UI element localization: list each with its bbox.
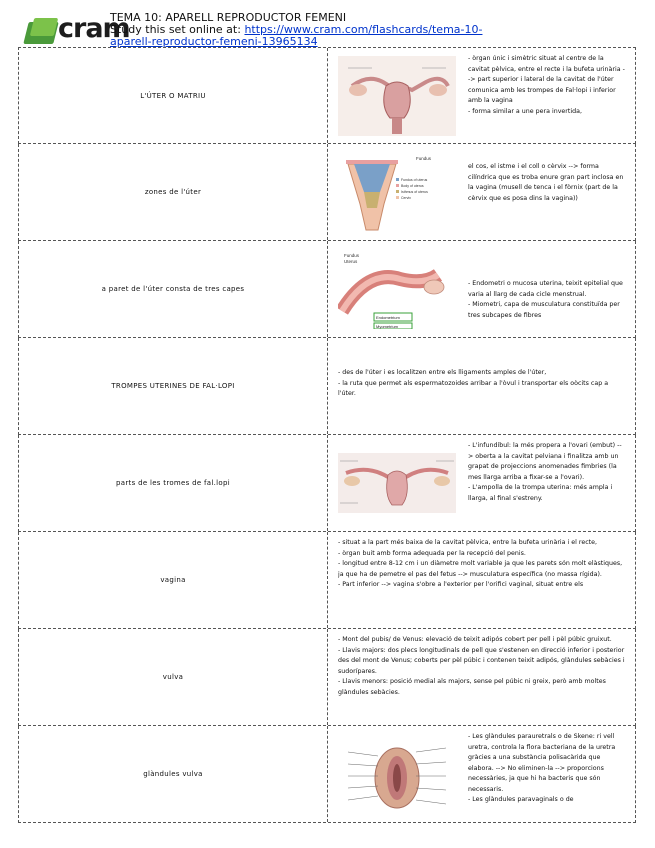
flashcard: [18, 47, 636, 144]
figure-label: Uterus: [344, 259, 358, 264]
flashcard: [18, 726, 636, 823]
card-definition: [328, 48, 635, 143]
flashcard: [18, 144, 636, 241]
card-term: vagina: [160, 576, 186, 584]
flashcard: [18, 435, 636, 532]
figure-label: Fundus: [416, 156, 432, 161]
card-term: vulva: [162, 673, 184, 681]
fallopian-tube-illustration: [338, 443, 456, 523]
study-prefix: Study this set online at:: [110, 23, 245, 36]
card-term: L'ÚTER O MATRIU: [140, 91, 206, 100]
card-definition: [328, 629, 635, 725]
figure-label: Body of uterus: [401, 184, 424, 188]
card-term: parts de les tromes de fal.lopi: [116, 479, 230, 487]
card-definition: [328, 532, 635, 628]
uterus-zones-illustration: [338, 152, 456, 232]
flashcard-list: [18, 47, 636, 823]
set-title: TEMA 10: APARELL REPRODUCTOR FEMENI: [110, 11, 347, 24]
card-definition: [328, 435, 635, 531]
flashcard: [18, 532, 636, 629]
figure-label: Fundus: [344, 253, 360, 258]
set-url-link[interactable]: https://www.cram.com/flashcards/tema-10-aparell-reproductor-femeni-13965134: [110, 23, 483, 48]
card-term: zones de l'úter: [144, 188, 202, 196]
figure-label: Myometrium: [376, 324, 399, 329]
card-definition: [328, 338, 635, 434]
figure-label: Fundus of uterus: [401, 178, 428, 182]
card-definition: [328, 241, 635, 337]
figure-label: Endometrium: [376, 315, 400, 320]
definition-text: - situat a la part més baixa de la cavitat pèlvica, entre la bufeta urinària i el recte, - òrgan buit amb forma adequada per la recepció del penis. - longitud entre 8-12 cm i un diàmetre molt variable ja que les parets són molt elàstiques, ja que ha de pemetre el pas del fetus --> musculatura específica (no massa rígida). - Part inferior --> vagina s'obre a l'exterior per l'orifici vaginal, situat entre els: [338, 539, 623, 588]
flashcard: [18, 338, 636, 435]
definition-text: - òrgan únic i simètric situat al centre de la cavitat pèlvica, entre el recte i la bufeta urinària --> part superior i lateral de la cavitat de l'úter comunica amb les trompes de Fal·lopi i inferior amb la vagina - forma similar a une pera invertida,: [468, 55, 625, 115]
card-term: glàndules vulva: [143, 770, 203, 778]
vulva-glands-illustration: [338, 734, 456, 814]
logo-mark-front: [30, 18, 58, 36]
card-definition: [328, 144, 635, 240]
flashcard: [18, 629, 636, 726]
card-term: TROMPES UTERINES DE FAL·LOPI: [111, 382, 235, 390]
logo-text: cram: [58, 13, 130, 44]
card-definition: [328, 726, 635, 822]
definition-text: - Mont del pubis/ de Venus: elevació de teixit adipós cobert per pell i pèl púbic gruixut. - Llavis majors: dos plecs longitudinals de pell que s'estenen en direcció inferior i posterior des del mont de Venus; coberts per pèl púbic i contenen teixit adipós, glàndules sebàcies i sudorípares. - Llavis menors: posició medial als majors, sense pel púbic ni greix, però amb moltes glàndules sebàcies.: [338, 636, 625, 696]
definition-text: - des de l'úter i es localitzen entre els lligaments amples de l'úter, - la ruta que permet als espermatozoides arribar a l'òvul i transportar els oòcits cap a l'úter.: [338, 369, 609, 397]
uterine-wall-illustration: [338, 249, 456, 329]
uterus-illustration: [338, 56, 456, 136]
definition-text: el cos, el istme i el coll o cèrvix --> forma cilíndrica que es troba enure gran part inclosa en la vagina (musell de tenca i el fòrnix (part de la cèrvix que es posa dins la vagina)): [468, 163, 624, 202]
figure-label: Cervix: [401, 196, 411, 200]
card-term: a paret de l'úter consta de tres capes: [101, 285, 245, 293]
definition-text: - Les glàndules parauretrals o de Skene: ri vell uretra, controla la flora bacteriana de la uretra gràcies a una substància polisacàrida que elabora. --> No eliminen-la --> proporcions necessàries, ja que hi ha bacteris que són necessaris. - Les glàndules paravaginals o de: [468, 733, 616, 803]
study-online-line: [110, 24, 520, 48]
cram-logo[interactable]: [22, 13, 130, 44]
figure-label: Isthmus of uterus: [401, 190, 428, 194]
page-header: [22, 10, 642, 50]
definition-text: - Endometri o mucosa uterina, teixit epitelial que varia al llarg de cada cicle menstrual. - Miometri, capa de musculatura constituïda per tres subcapes de fibres: [468, 280, 623, 319]
definition-text: - L'infundíbul: la més propera a l'ovari (embut) --> oberta a la cavitat pelviana i finalitza amb un grapat de projeccions anomenades fimbries (la mes llarga arriba a fixar-se a l'ovari). - L'ampolla de la trompa uterina: més ampla i llarga, al final s'estreny.: [468, 442, 622, 502]
flashcard: [18, 241, 636, 338]
